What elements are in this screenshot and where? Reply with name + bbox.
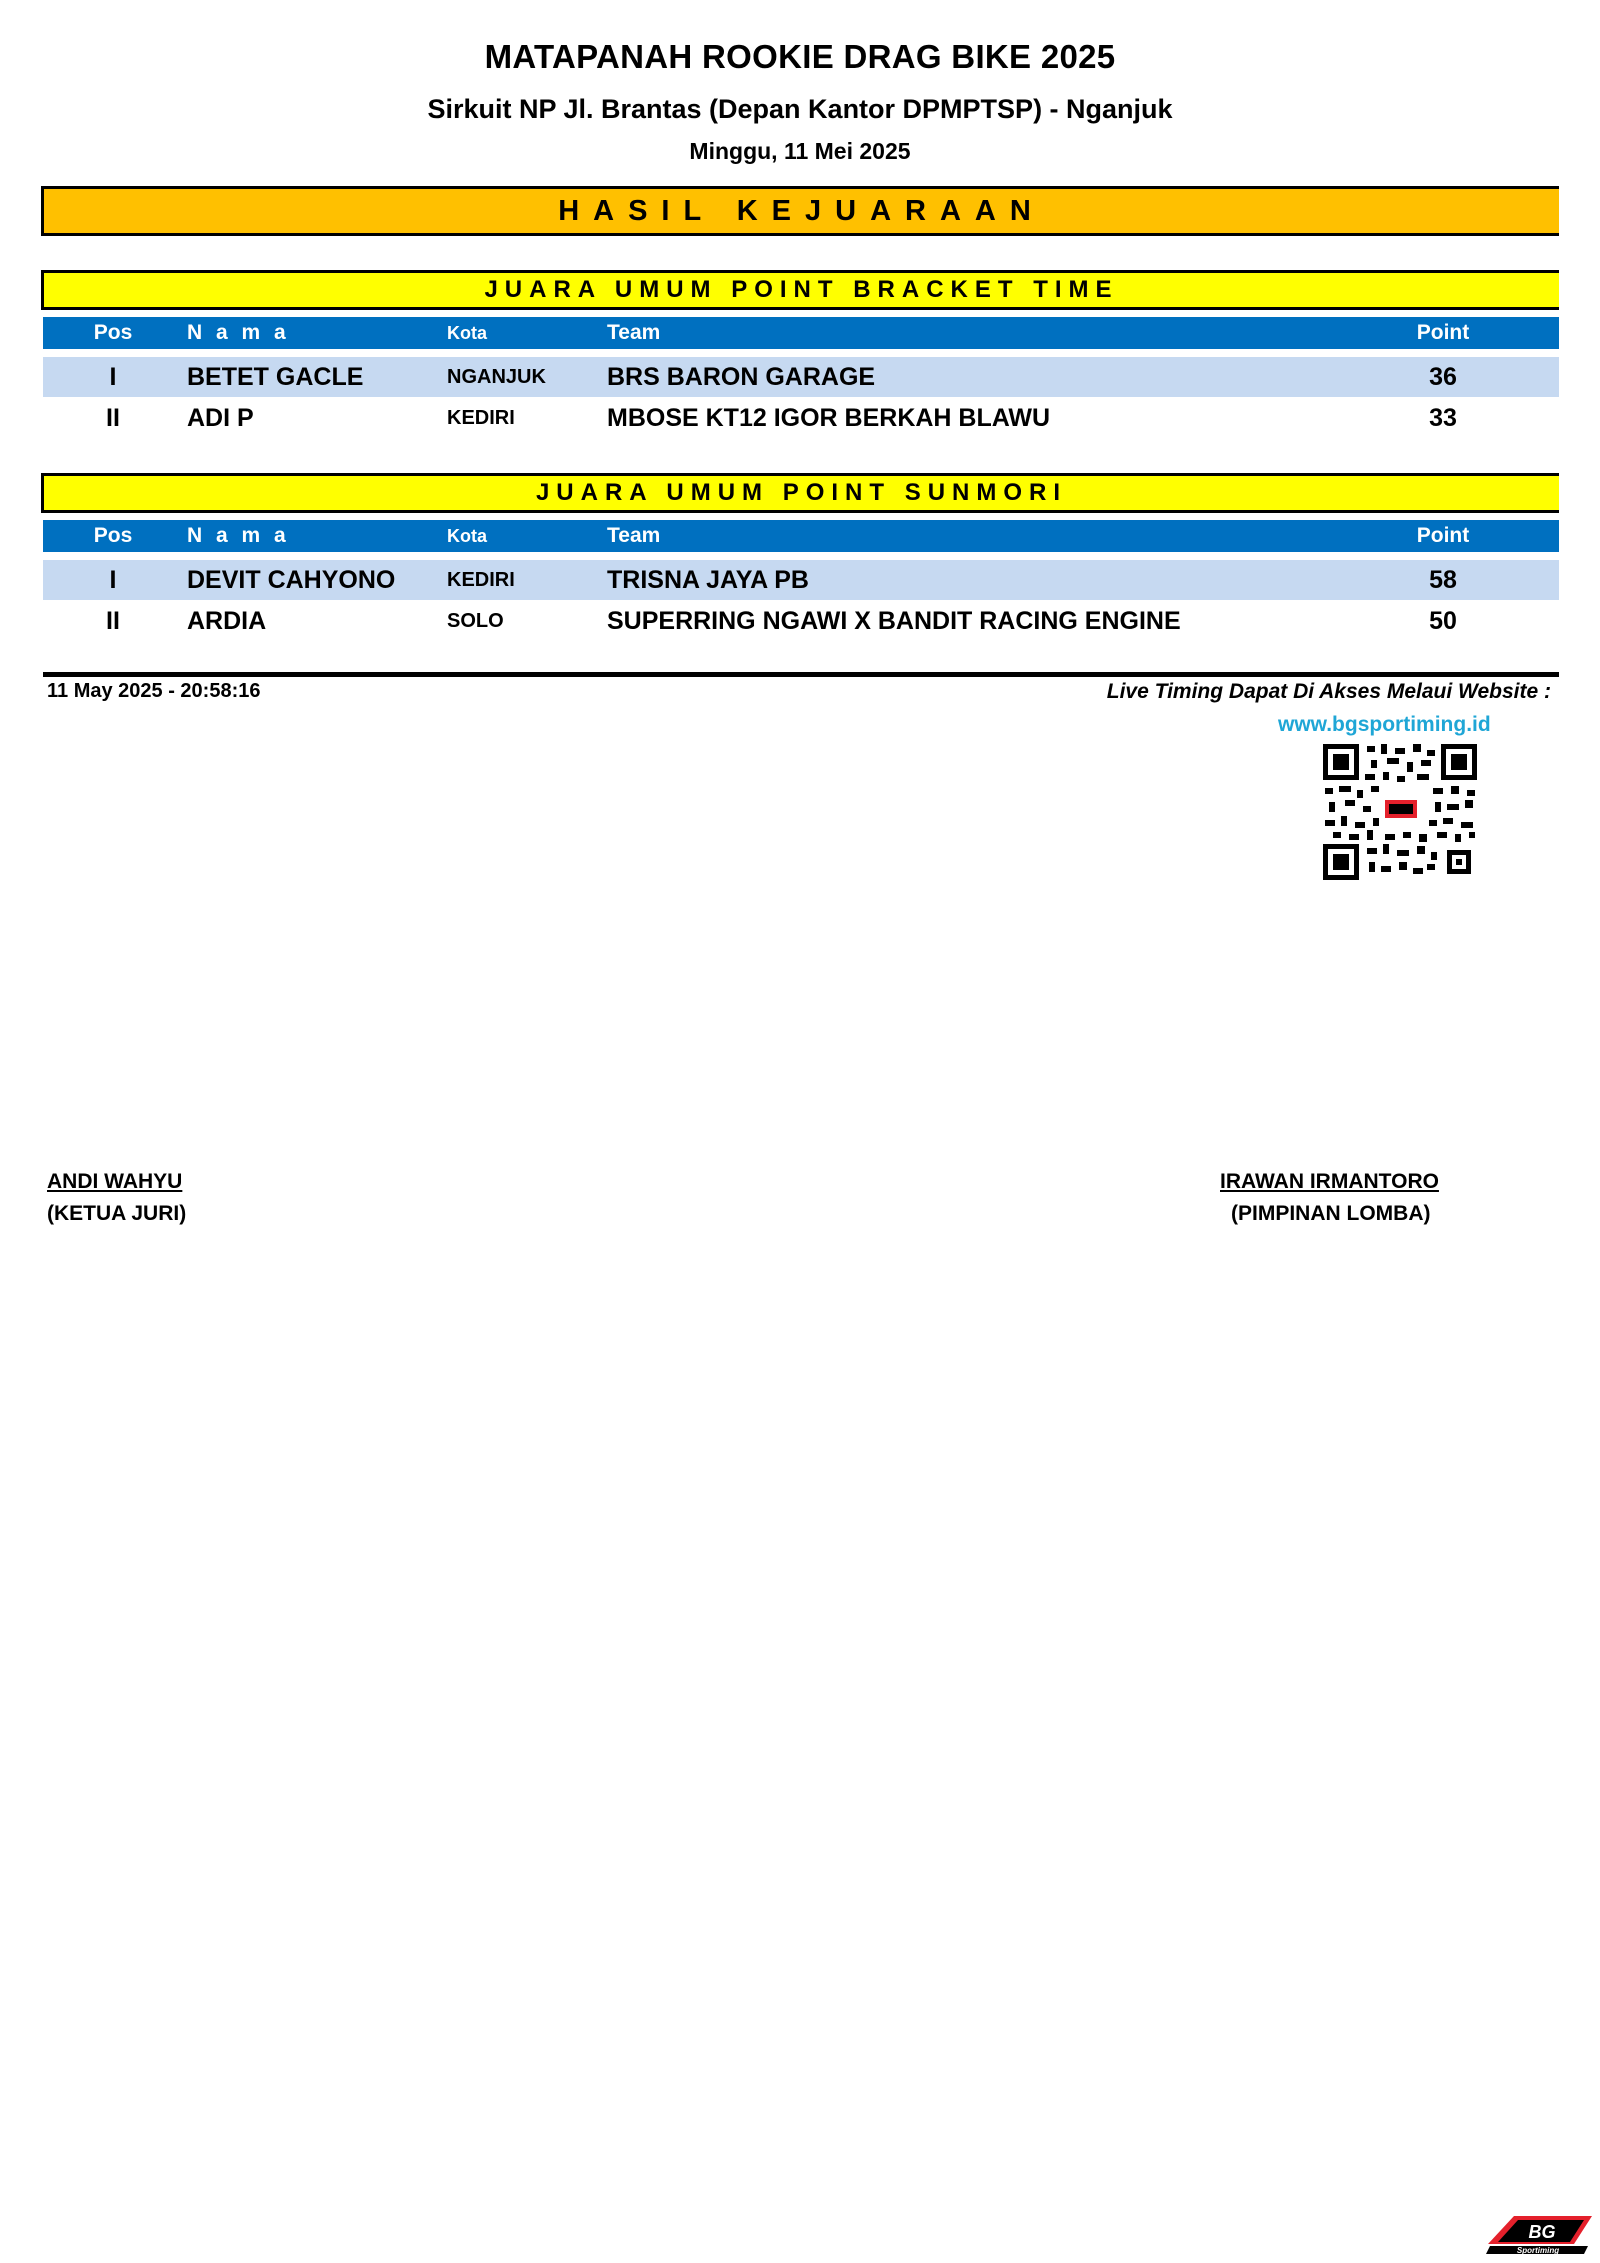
cell-pos: II	[106, 404, 120, 432]
cell-nama: DEVIT CAHYONO	[187, 566, 396, 594]
table-row	[43, 601, 1559, 641]
cell-team: SUPERRING NGAWI X BANDIT RACING ENGINE	[607, 607, 1181, 635]
svg-text:Sportiming: Sportiming	[1516, 2246, 1560, 2255]
column-header-pos: Pos	[93, 524, 133, 547]
column-header-kota: Kota	[447, 323, 487, 343]
table-header	[43, 520, 1559, 552]
section-title-bracket-time: JUARA UMUM POINT BRACKET TIME	[41, 270, 1559, 310]
cell-pos: I	[109, 363, 117, 391]
live-timing-note: Live Timing Dapat Di Akses Melaui Website :	[1106, 680, 1551, 703]
signature-role-race-director: (PIMPINAN LOMBA)	[1231, 1202, 1431, 1225]
cell-team: MBOSE KT12 IGOR BERKAH BLAWU	[607, 404, 1051, 432]
column-header-kota: Kota	[447, 526, 487, 546]
cell-nama: BETET GACLE	[187, 363, 364, 391]
signature-role-head-judge: (KETUA JURI)	[47, 1202, 187, 1225]
cell-kota: KEDIRI	[447, 407, 515, 429]
cell-point: 50	[1429, 607, 1457, 635]
signature-name-race-director: IRAWAN IRMANTORO	[1220, 1170, 1439, 1193]
cell-team: TRISNA JAYA PB	[607, 566, 809, 594]
cell-kota: KEDIRI	[447, 569, 515, 591]
print-timestamp: 11 May 2025 - 20:58:16	[47, 680, 261, 702]
cell-team: BRS BARON GARAGE	[607, 363, 876, 391]
cell-pos: II	[106, 607, 120, 635]
qr-code-icon	[1323, 744, 1477, 880]
cell-kota: SOLO	[447, 610, 504, 632]
column-header-nama: N a m a	[187, 321, 290, 344]
results-banner: HASIL KEJUARAAN	[41, 186, 1559, 236]
cell-kota: NGANJUK	[447, 366, 546, 388]
table-row	[43, 560, 1559, 600]
column-header-point: Point	[1416, 321, 1470, 344]
column-header-team: Team	[607, 321, 661, 344]
svg-text:BG: BG	[1528, 2222, 1556, 2242]
signature-name-head-judge: ANDI WAHYU	[47, 1170, 183, 1193]
column-header-point: Point	[1416, 524, 1470, 547]
event-date: Minggu, 11 Mei 2025	[689, 138, 911, 164]
column-header-nama: N a m a	[187, 524, 290, 547]
table-row	[43, 398, 1559, 438]
cell-nama: ARDIA	[187, 607, 267, 635]
column-header-team: Team	[607, 524, 661, 547]
section-title-sunmori: JUARA UMUM POINT SUNMORI	[41, 473, 1559, 513]
footer-divider	[43, 672, 1559, 677]
event-venue: Sirkuit NP Jl. Brantas (Depan Kantor DPMPTSP) - Nganjuk	[427, 94, 1173, 124]
table-row	[43, 357, 1559, 397]
cell-nama: ADI P	[187, 404, 254, 432]
cell-point: 36	[1429, 363, 1457, 391]
website-link[interactable]: www.bgsportiming.id	[1278, 713, 1491, 736]
table-header	[43, 317, 1559, 349]
cell-point: 58	[1429, 566, 1457, 594]
cell-point: 33	[1429, 404, 1457, 432]
bg-sportiming-logo	[1484, 2206, 1596, 2256]
event-title: MATAPANAH ROOKIE DRAG BIKE 2025	[484, 38, 1116, 75]
cell-pos: I	[109, 566, 117, 594]
column-header-pos: Pos	[93, 321, 133, 344]
